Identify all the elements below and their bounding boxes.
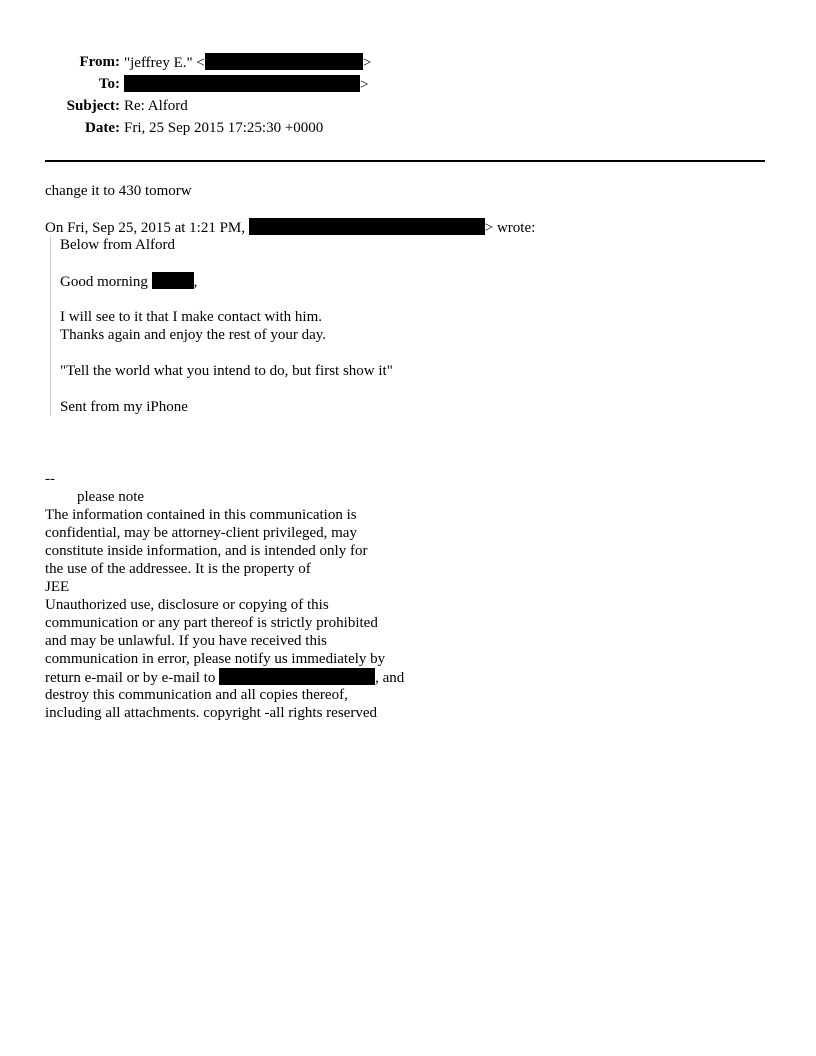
redacted-email	[219, 668, 375, 685]
signature-line-9: communication in error, please notify us immediately by	[45, 651, 386, 667]
to-label: To:	[98, 76, 120, 92]
quoted-line-5: "Tell the world what you intend to do, but first show it"	[60, 363, 393, 379]
signature-line-10	[45, 668, 404, 687]
from-label: From:	[79, 54, 120, 70]
subject-value: Re: Alford	[124, 98, 188, 114]
to-bracket: >	[360, 77, 369, 93]
quoted-line-4: Thanks again and enjoy the rest of your day.	[60, 327, 327, 343]
signature-line-6: Unauthorized use, disclosure or copying of this	[45, 597, 329, 613]
greeting-suffix: ,	[193, 274, 198, 290]
reply-text: change it to 430 tomorw	[45, 183, 192, 199]
signature-note: please note	[77, 489, 145, 505]
redacted-sender	[249, 218, 485, 235]
quoted-line-1: Below from Alford	[60, 237, 175, 253]
redacted-from-email	[205, 53, 363, 70]
attribution-prefix: On Fri, Sep 25, 2015 at 1:21 PM,	[45, 220, 246, 236]
greeting-prefix: Good morning	[60, 274, 148, 290]
quoted-greeting	[60, 272, 197, 291]
signature-line-10-prefix: return e-mail or by e-mail to	[45, 670, 216, 686]
signature-line-8: and may be unlawful. If you have received this	[45, 633, 327, 649]
quoted-line-6: Sent from my iPhone	[60, 399, 188, 415]
signature-line-10-suffix: , and	[375, 670, 405, 686]
header-divider	[45, 160, 765, 162]
subject-label: Subject:	[66, 98, 120, 114]
quoted-line-3: I will see to it that I make contact with him.	[60, 309, 323, 325]
from-value	[124, 53, 371, 72]
attribution-suffix: > wrote:	[484, 220, 536, 236]
signature-line-11: destroy this communication and all copies thereof,	[45, 687, 348, 703]
signature-line-1: The information contained in this communication is	[45, 507, 357, 523]
redacted-to-address	[124, 75, 360, 92]
redacted-greeting-name	[152, 272, 194, 289]
signature-dashes: --	[45, 471, 55, 487]
to-value	[124, 75, 368, 94]
attribution-line	[45, 218, 535, 237]
signature-line-2: confidential, may be attorney-client privileged, may	[45, 525, 357, 541]
quoted-message	[50, 236, 551, 416]
from-name: "jeffrey E." <	[124, 55, 205, 71]
signature-line-7: communication or any part thereof is strictly prohibited	[45, 615, 378, 631]
signature-line-12: including all attachments. copyright -all rights reserved	[45, 705, 377, 721]
signature-line-5: JEE	[45, 579, 70, 595]
signature-line-3: constitute inside information, and is intended only for	[45, 543, 368, 559]
from-bracket: >	[362, 55, 372, 71]
date-label: Date:	[85, 120, 120, 136]
date-value: Fri, 25 Sep 2015 17:25:30 +0000	[124, 120, 324, 136]
signature-line-4: the use of the addressee. It is the property of	[45, 561, 311, 577]
